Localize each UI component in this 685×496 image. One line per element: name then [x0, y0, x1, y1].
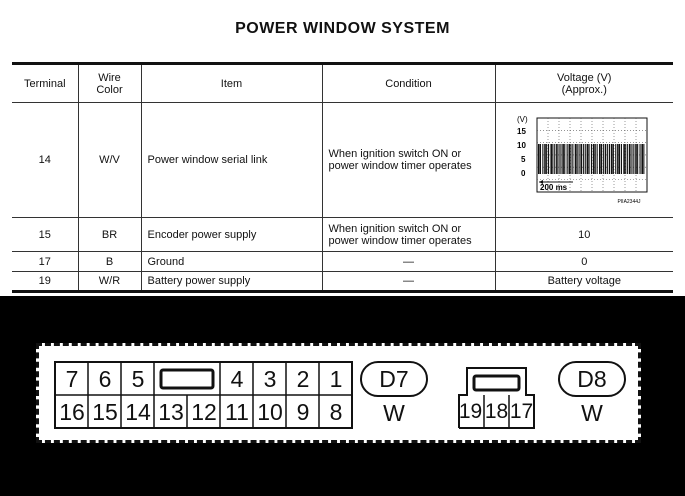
waveform-pulse — [607, 144, 608, 174]
waveform-pulse — [571, 144, 572, 174]
connector-d8-key — [474, 376, 519, 390]
pin-d7-bottom: 9 — [296, 398, 310, 425]
connector-d8-label: D8 — [577, 365, 607, 392]
waveform-pulse — [640, 144, 641, 174]
waveform-pulse — [564, 144, 565, 174]
waveform-pulse — [544, 144, 546, 174]
connector-d7-color: W — [383, 399, 405, 426]
table-row — [12, 272, 673, 292]
table-row — [12, 218, 673, 252]
pin-d7-top: 3 — [263, 365, 277, 392]
waveform-pulse — [561, 144, 562, 174]
waveform-pulse — [583, 144, 584, 174]
pin-d7-bottom: 13 — [158, 398, 184, 425]
header-voltage: Voltage (V) (Approx.) — [495, 64, 673, 103]
connector-d7-key — [161, 370, 213, 388]
waveform-y-tick: 10 — [517, 141, 527, 150]
waveform-pulse — [595, 144, 596, 174]
header-wire-color: Wire Color — [78, 64, 141, 103]
cell-condition: When ignition switch ON or power window timer operates — [322, 103, 495, 218]
pin-d7-bottom: 10 — [257, 398, 283, 425]
cell-voltage: 0 — [495, 252, 673, 272]
waveform-unit: (V) — [517, 115, 528, 124]
waveform-pulse — [569, 144, 571, 174]
cell-item: Encoder power supply — [141, 218, 322, 252]
pin-d8: 19 — [458, 400, 483, 423]
waveform-pulse — [613, 144, 614, 174]
pin-d7-top: 7 — [65, 365, 79, 392]
pin-d8: 18 — [484, 400, 509, 423]
waveform-pulse — [546, 144, 547, 174]
pin-d7-bottom: 11 — [225, 398, 249, 425]
waveform-pulse — [632, 144, 633, 174]
waveform-pulse — [591, 144, 592, 174]
waveform-figure-id: PIIA2344J — [617, 199, 641, 205]
waveform-pulse — [635, 144, 637, 174]
pin-d7-bottom: 8 — [329, 398, 343, 425]
pin-d7-bottom: 14 — [125, 398, 151, 425]
connector-diagram — [36, 343, 641, 443]
waveform-pulse — [551, 144, 553, 174]
table-row — [12, 252, 673, 272]
pin-d7-bottom: 16 — [59, 398, 85, 425]
waveform-pulse — [621, 144, 622, 174]
cell-voltage: Battery voltage — [547, 275, 621, 287]
waveform-pulse — [634, 144, 635, 174]
connector-d8-color: W — [581, 399, 603, 426]
waveform-pulse — [581, 144, 583, 174]
waveform-y-tick: 0 — [521, 169, 526, 178]
waveform-pulse — [629, 144, 631, 174]
waveform-pulse — [601, 144, 602, 174]
cell-condition: — — [322, 272, 495, 292]
waveform-pulse — [625, 144, 626, 174]
waveform-pulse — [538, 144, 540, 174]
waveform-y-tick: 15 — [517, 127, 527, 136]
cell-condition: — — [322, 252, 495, 272]
waveform-pulse — [617, 144, 619, 174]
header-condition: Condition — [322, 64, 495, 103]
waveform-figure — [509, 110, 659, 210]
waveform-pulse — [589, 144, 590, 174]
page-title: POWER WINDOW SYSTEM — [235, 20, 450, 37]
waveform-pulse — [556, 144, 558, 174]
waveform-pulse — [543, 144, 544, 174]
header-terminal: Terminal — [12, 64, 78, 103]
cell-condition: When ignition switch ON or power window timer operates — [322, 218, 495, 252]
pin-d8: 17 — [509, 400, 534, 423]
waveform-pulse — [540, 144, 541, 174]
waveform-pulse — [603, 144, 604, 174]
cell-wire: W/V — [78, 103, 141, 218]
waveform-pulse — [624, 144, 626, 174]
waveform-pulse — [554, 144, 555, 174]
table-row — [12, 103, 673, 218]
waveform-pulse — [609, 144, 610, 174]
pin-d7-top: 5 — [131, 365, 145, 392]
waveform-pulse — [587, 144, 589, 174]
connector-d7-label: D7 — [379, 365, 409, 392]
waveform-time-label: 200 ms — [540, 183, 568, 192]
waveform-pulse — [573, 144, 574, 174]
header-item: Item — [141, 64, 322, 103]
cell-terminal: 17 — [12, 252, 78, 272]
waveform-pulse — [585, 144, 586, 174]
waveform-pulse — [548, 144, 549, 174]
waveform-pulse — [553, 144, 554, 174]
waveform-pulse — [605, 144, 607, 174]
cell-voltage: 10 — [495, 218, 673, 252]
cell-wire: BR — [78, 218, 141, 252]
pin-d7-bottom: 12 — [191, 398, 217, 425]
table-header-row — [12, 64, 673, 103]
waveform-pulses — [538, 144, 644, 174]
pin-d7-top: 2 — [296, 365, 310, 392]
waveform-pulse — [597, 144, 598, 174]
cell-wire: B — [78, 252, 141, 272]
cell-item: Power window serial link — [141, 103, 322, 218]
cell-item: Battery power supply — [141, 272, 322, 292]
cell-terminal: 15 — [12, 218, 78, 252]
waveform-pulse — [563, 144, 565, 174]
waveform-pulse — [642, 144, 644, 174]
pin-d7-top: 1 — [329, 365, 343, 392]
waveform-pulse — [567, 144, 568, 174]
waveform-pulse — [577, 144, 578, 174]
cell-item: Ground — [141, 252, 322, 272]
waveform-pulse — [644, 144, 645, 174]
cell-wire: W/R — [78, 272, 141, 292]
waveform-pulse — [575, 144, 577, 174]
pin-d7-top: 6 — [98, 365, 112, 392]
waveform-svg — [509, 110, 659, 210]
terminal-table — [12, 62, 673, 293]
waveform-pulse — [599, 144, 601, 174]
cell-terminal: 19 — [12, 272, 78, 292]
pin-d7-bottom: 15 — [92, 398, 118, 425]
waveform-pulse — [579, 144, 580, 174]
waveform-pulse — [627, 144, 628, 174]
waveform-pulse — [615, 144, 616, 174]
cell-voltage-waveform — [495, 103, 673, 218]
pin-d7-top: 4 — [230, 365, 244, 392]
waveform-pulse — [619, 144, 620, 174]
waveform-pulse — [611, 144, 613, 174]
cell-terminal: 14 — [12, 103, 78, 218]
waveform-pulse — [593, 144, 595, 174]
waveform-pulse — [559, 144, 560, 174]
waveform-y-tick: 5 — [521, 155, 526, 164]
waveform-pulse — [637, 144, 638, 174]
